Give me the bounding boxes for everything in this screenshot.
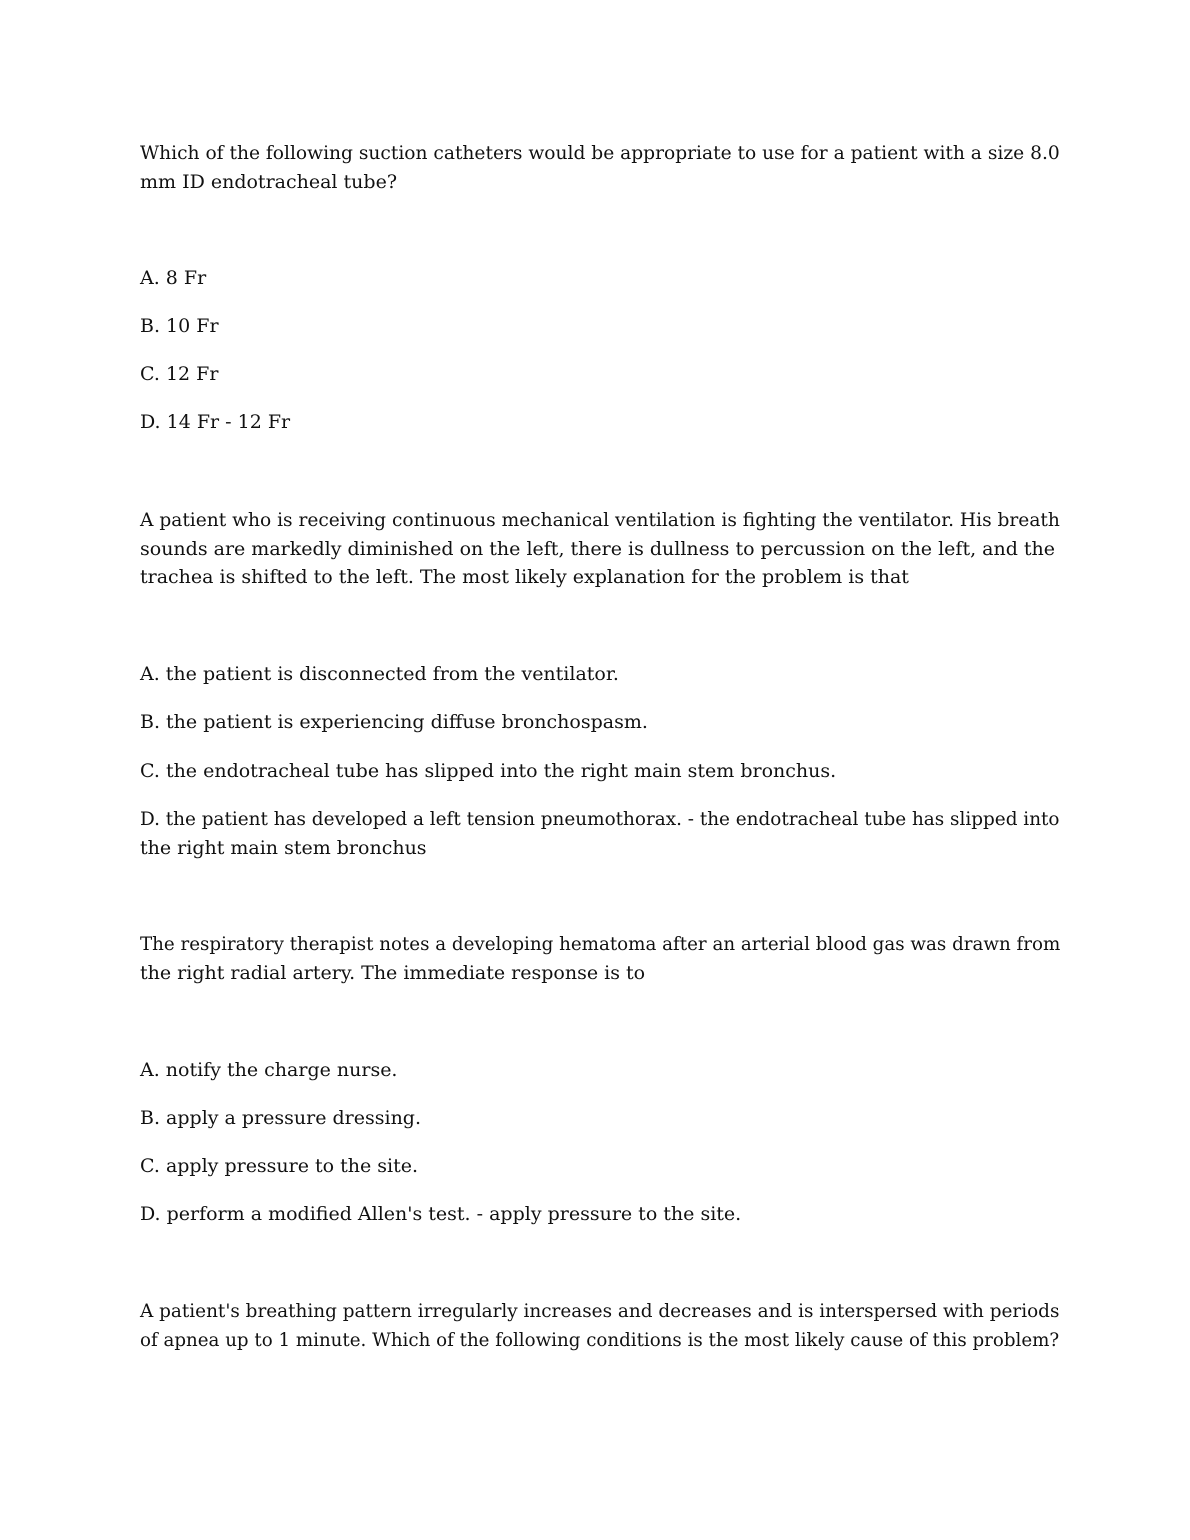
question-1-stem-line-1: Which of the following suction catheters would be appropriate to use for a patient with a size 8.0 [140,143,1060,164]
question-3-stem-line-2: the right radial artery. The immediate response is to [140,962,646,984]
question-1-option-b: B. 10 Fr [140,315,219,337]
question-3-stem-line-1: The respiratory therapist notes a developing hematoma after an arterial blood gas was drawn from [140,934,1061,955]
question-2-option-d-continued: the right main stem bronchus [140,837,427,859]
question-1-option-a: A. 8 Fr [140,267,207,289]
question-2-option-a: A. the patient is disconnected from the ventilator. [140,663,619,685]
question-1-option-d: D. 14 Fr - 12 Fr [140,411,291,433]
question-3-option-a: A. notify the charge nurse. [140,1059,398,1081]
question-3-option-c: C. apply pressure to the site. [140,1155,419,1177]
question-1-option-c: C. 12 Fr [140,363,219,385]
question-2-option-c: C. the endotracheal tube has slipped into the right main stem bronchus. [140,760,837,782]
question-1-stem-line-2: mm ID endotracheal tube? [140,171,398,193]
question-4-stem-line-2: of apnea up to 1 minute. Which of the following conditions is the most likely cause of this problem? [140,1330,1060,1351]
question-2-option-d: D. the patient has developed a left tension pneumothorax. - the endotracheal tube has slipped into [140,809,1060,830]
question-3-option-d: D. perform a modified Allen's test. - apply pressure to the site. [140,1203,742,1225]
question-4-stem-line-1: A patient's breathing pattern irregularly increases and decreases and is interspersed with periods [140,1301,1060,1322]
question-2-option-b: B. the patient is experiencing diffuse bronchospasm. [140,711,648,733]
question-3-option-b: B. apply a pressure dressing. [140,1107,422,1129]
question-2-stem-line-1: A patient who is receiving continuous mechanical ventilation is fighting the ventilator. His breath [140,510,1060,531]
question-2-stem-line-2: sounds are markedly diminished on the left, there is dullness to percussion on the left, and the [140,538,1056,560]
question-2-stem-line-3: trachea is shifted to the left. The most likely explanation for the problem is that [140,566,909,588]
